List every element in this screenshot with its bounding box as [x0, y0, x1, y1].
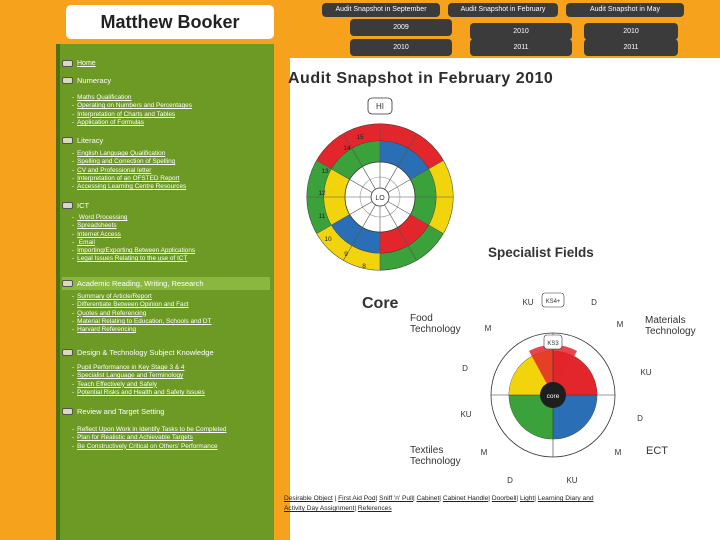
footer-link[interactable]: References [357, 505, 392, 512]
list-item[interactable]: - Interpretation of an OFSTED Report [72, 174, 180, 182]
snapshot-may-header[interactable]: Audit Snapshot in May [566, 3, 684, 17]
list-item[interactable]: - CV and Professional letter [72, 166, 152, 174]
wheel-number: 8 [362, 263, 366, 270]
list-item[interactable]: - Plan for Realistic and Achievable Targets [72, 434, 193, 442]
snapshot-may-year-2[interactable]: 2011 [584, 39, 678, 56]
folder-icon [62, 60, 73, 67]
footer-link[interactable]: Desirable Object [284, 495, 333, 502]
list-item[interactable]: - Legal Issues Relating to the use of ICT [72, 255, 188, 263]
list-item[interactable]: - Interpretation of Charts and Tables [72, 110, 176, 118]
ks4-label: KS4+ [545, 299, 561, 305]
nav-review-target[interactable]: Review and Target Setting [62, 406, 164, 417]
list-item[interactable]: - Operating on Numbers and Percentages [72, 102, 192, 110]
list-item[interactable]: - Differentiate Between Opinion and Fact [72, 301, 189, 309]
skills-wheel [300, 90, 460, 290]
list-item[interactable]: - Reflect Upon Work in Identify Tasks to be Completed [72, 426, 227, 433]
specialist-heading: Specialist Fields [488, 245, 594, 260]
letter-ku-top: KU [522, 298, 534, 307]
list-item[interactable]: - Material Relating to Education, Schools and DT [72, 317, 212, 325]
list-item[interactable]: - Internet Access [72, 230, 121, 238]
list-item[interactable]: - Spreadsheets [72, 222, 117, 230]
nav-academic[interactable]: Academic Reading, Writing, Research [62, 277, 270, 290]
list-item[interactable]: - Email [72, 238, 95, 246]
folder-icon [62, 137, 73, 144]
footer-link[interactable]: Sniff 'n' Pull [379, 495, 413, 502]
snapshot-may-year-1[interactable]: 2010 [584, 23, 678, 40]
ict-list [72, 214, 195, 264]
folder-icon [62, 77, 73, 84]
footer-link[interactable]: Light [519, 495, 535, 502]
list-item[interactable]: - Spelling and Correction of Spelling [72, 158, 176, 166]
list-item[interactable]: - Summary of Article/Report [72, 293, 152, 300]
list-item[interactable]: - Pupil Performance in Key Stage 3 & 4 [72, 364, 185, 371]
wheel-number: 15 [356, 134, 364, 141]
nav-numeracy[interactable]: Numeracy [62, 75, 111, 86]
letter-ku-right: KU [640, 368, 652, 377]
page-title: Audit Snapshot in February 2010 [288, 70, 554, 87]
snapshot-september-year-1[interactable]: 2009 [350, 19, 452, 36]
letter-d-bottom: D [507, 476, 513, 485]
nav-home[interactable]: Home [62, 58, 96, 69]
wheel-number: 11 [318, 213, 326, 220]
list-item[interactable]: - Be Constructively Critical on Others' Performance [72, 442, 218, 450]
snapshot-february-year-2[interactable]: 2011 [470, 39, 572, 56]
list-item[interactable]: - Potential Risks and Health and Safety Issues [72, 388, 205, 396]
list-item[interactable]: - Word Processing [72, 214, 128, 221]
specialist-center-label: core [546, 393, 560, 400]
footer-link[interactable]: Cabinet [416, 495, 440, 502]
snapshot-september-year-2[interactable]: 2010 [350, 39, 452, 56]
letter-m-left-bottom: M [480, 448, 488, 457]
wheel-hi-label: HI [376, 102, 384, 111]
footer-link[interactable]: First Aid Pod [338, 495, 376, 502]
footer-links: Desirable Object | First Aid Pod| Sniff 'n' Pull| Cabinet| Cabinet Handle| Doorbell| Light| Learning Diary and Activity Day Assignment| References [284, 495, 594, 512]
footer-link[interactable]: Doorbell [491, 495, 517, 502]
student-name: Matthew Booker [66, 5, 274, 39]
folder-icon [62, 280, 73, 287]
list-item[interactable]: - Maths Qualification [72, 94, 132, 101]
letter-m-right-bottom: M [614, 448, 622, 457]
list-item[interactable]: - Specialist Language and Terminology [72, 372, 184, 380]
core-heading: Core [362, 295, 399, 312]
folder-icon [62, 202, 73, 209]
wheel-number: 12 [318, 190, 326, 197]
list-item[interactable]: - English Language Qualification [72, 150, 166, 157]
nav-literacy[interactable]: Literacy [62, 135, 103, 146]
wheel-number: 10 [324, 236, 332, 243]
wheel-center-label: LO [375, 195, 385, 202]
letter-d-left: D [462, 364, 468, 373]
footer-link[interactable]: Learning Diary and Activity Day Assignment [284, 495, 594, 512]
letter-d-right: D [637, 414, 643, 423]
snapshot-february-header[interactable]: Audit Snapshot in February [448, 3, 558, 17]
list-item[interactable]: - Application of Formulas [72, 118, 144, 126]
specialist-wheel [460, 295, 652, 495]
list-item[interactable]: - Teach Effectively and Safely [72, 380, 157, 388]
list-item[interactable]: - Accessing Learning Centre Resources [72, 183, 187, 191]
letter-d-top: D [591, 298, 597, 307]
materials-technology-label: Materials Technology [645, 315, 696, 337]
numeracy-list [72, 94, 192, 127]
textiles-technology-label: Textiles Technology [410, 445, 461, 467]
academic-list [72, 293, 211, 334]
review-target-list [72, 426, 226, 451]
list-item[interactable]: - Importing/Exporting Between Applications [72, 247, 196, 255]
nav-ict[interactable]: ICT [62, 200, 89, 211]
folder-icon [62, 408, 73, 415]
snapshot-february-year-1[interactable]: 2010 [470, 23, 572, 40]
literacy-list [72, 150, 186, 191]
footer-link[interactable]: Cabinet Handle [442, 495, 489, 502]
design-technology-list [72, 364, 205, 397]
wheel-number: 14 [343, 145, 351, 152]
letter-ku-left: KU [460, 410, 472, 419]
letter-m-left-top: M [484, 324, 492, 333]
food-technology-label: Food Technology [410, 313, 461, 335]
ks3-label: KS3 [547, 341, 559, 347]
folder-icon [62, 349, 73, 356]
list-item[interactable]: - Harvard Referencing [72, 326, 137, 334]
nav-design-technology[interactable]: Design & Technology Subject Knowledge [62, 347, 214, 358]
letter-m-right-top: M [616, 320, 624, 329]
wheel-number: 9 [344, 251, 348, 258]
snapshot-september-header[interactable]: Audit Snapshot in September [322, 3, 440, 17]
ect-label: ECT [646, 445, 668, 457]
wheel-number: 13 [321, 168, 329, 175]
list-item[interactable]: - Quotes and Referencing [72, 309, 147, 317]
letter-ku-bottom: KU [566, 476, 578, 485]
